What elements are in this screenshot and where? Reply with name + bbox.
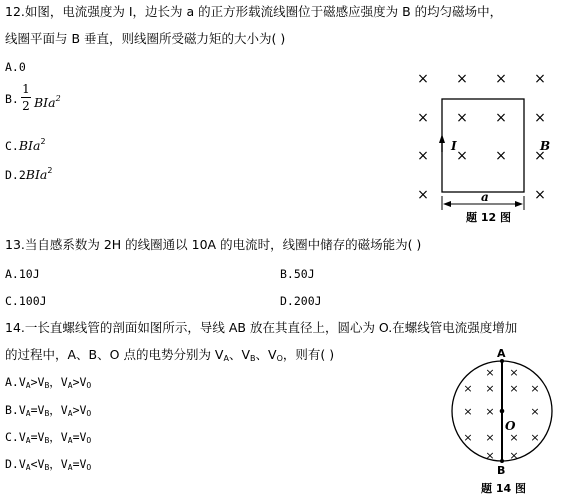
q12-option-b-denominator: 2 [22, 99, 30, 113]
q12-option-c: C.BIa$^2$ [5, 137, 46, 153]
field-cross-icon: × [485, 366, 495, 379]
field-cross-icon: × [463, 405, 473, 418]
field-cross-icon: × [417, 148, 429, 164]
field-cross-icon: × [485, 382, 495, 395]
field-cross-icon: × [509, 449, 519, 462]
field-cross-icon: × [456, 148, 468, 164]
q14-stem-line2: 的过程中，A、B、O 点的电势分别为 $V_A$、$V_B$、$V_O$，则有( ) [5, 347, 335, 363]
q14-option-b: $B.V_A=V_B$，$V_A>V_O$ [5, 403, 92, 418]
q14-option-c: $C.V_A=V_B$，$V_A=V_O$ [5, 430, 92, 445]
field-cross-icon: × [495, 71, 507, 87]
field-cross-icon: × [456, 110, 468, 126]
label-A: A [497, 347, 506, 360]
q13-option-d: D.200J [280, 294, 322, 308]
field-cross-icon: × [530, 382, 540, 395]
endpoint-B [500, 459, 504, 463]
field-cross-icon: × [509, 366, 519, 379]
q12-option-b-numerator: 1 [22, 82, 30, 96]
q12-option-d: D.2BIa$^2$ [5, 166, 53, 182]
q12-stem-line2: 线圈平面与 B 垂直，则线圈所受磁力矩的大小为( ) [5, 31, 286, 46]
q13-option-a: A.10J [5, 267, 40, 281]
figure-12-caption: 题 12 图 [466, 211, 511, 224]
field-cross-icon: × [463, 382, 473, 395]
field-cross-icon: × [530, 405, 540, 418]
field-cross-icon: × [417, 71, 429, 87]
center-point-O [500, 409, 505, 414]
q12-option-b-expr: BIa$^2$ [34, 94, 61, 110]
field-cross-icon: × [417, 110, 429, 126]
q12-option-b-prefix: B. [5, 92, 19, 106]
q12-option-a: A.0 [5, 60, 26, 74]
field-cross-icon: × [534, 148, 546, 164]
field-cross-icon: × [417, 187, 429, 203]
field-cross-icon: × [534, 187, 546, 203]
field-cross-icon: × [509, 431, 519, 444]
q14-option-a: $A.V_A>V_B$，$V_A>V_O$ [5, 375, 92, 390]
field-cross-icon: × [534, 110, 546, 126]
q14-stem-line1: 14.一长直螺线管的剖面如图所示，导线 AB 放在其直径上，圆心为 O.在螺线管电流强度增加 [5, 320, 518, 335]
q12-stem-line1: 12.如图，电流强度为 I，边长为 a 的正方形载流线圈位于磁感应强度为 B 的均匀磁场中， [5, 4, 503, 19]
field-cross-icon: × [495, 110, 507, 126]
figure-14-caption: 题 14 图 [481, 482, 526, 495]
label-B-14: B [497, 464, 506, 477]
label-O: O [505, 419, 516, 433]
q13-option-c: C.100J [5, 294, 47, 308]
field-cross-icon: × [530, 431, 540, 444]
field-cross-icon: × [485, 449, 495, 462]
q13-option-b: B.50J [280, 267, 315, 281]
field-cross-icon: × [509, 382, 519, 395]
field-cross-icon: × [463, 431, 473, 444]
field-cross-icon: × [485, 431, 495, 444]
field-cross-icon: × [485, 405, 495, 418]
label-I: I [451, 139, 457, 153]
field-cross-icon: × [495, 148, 507, 164]
label-B: B [540, 139, 551, 153]
field-cross-icon: × [534, 71, 546, 87]
field-cross-icon: × [456, 71, 468, 87]
label-a: a [481, 190, 489, 204]
q14-option-d: $D.V_A<V_B$，$V_A=V_O$ [5, 457, 92, 472]
q13-stem: 13.当自感系数为 2H 的线圈通以 10A 的电流时，线圈中储存的磁场能为( ) [5, 237, 422, 252]
